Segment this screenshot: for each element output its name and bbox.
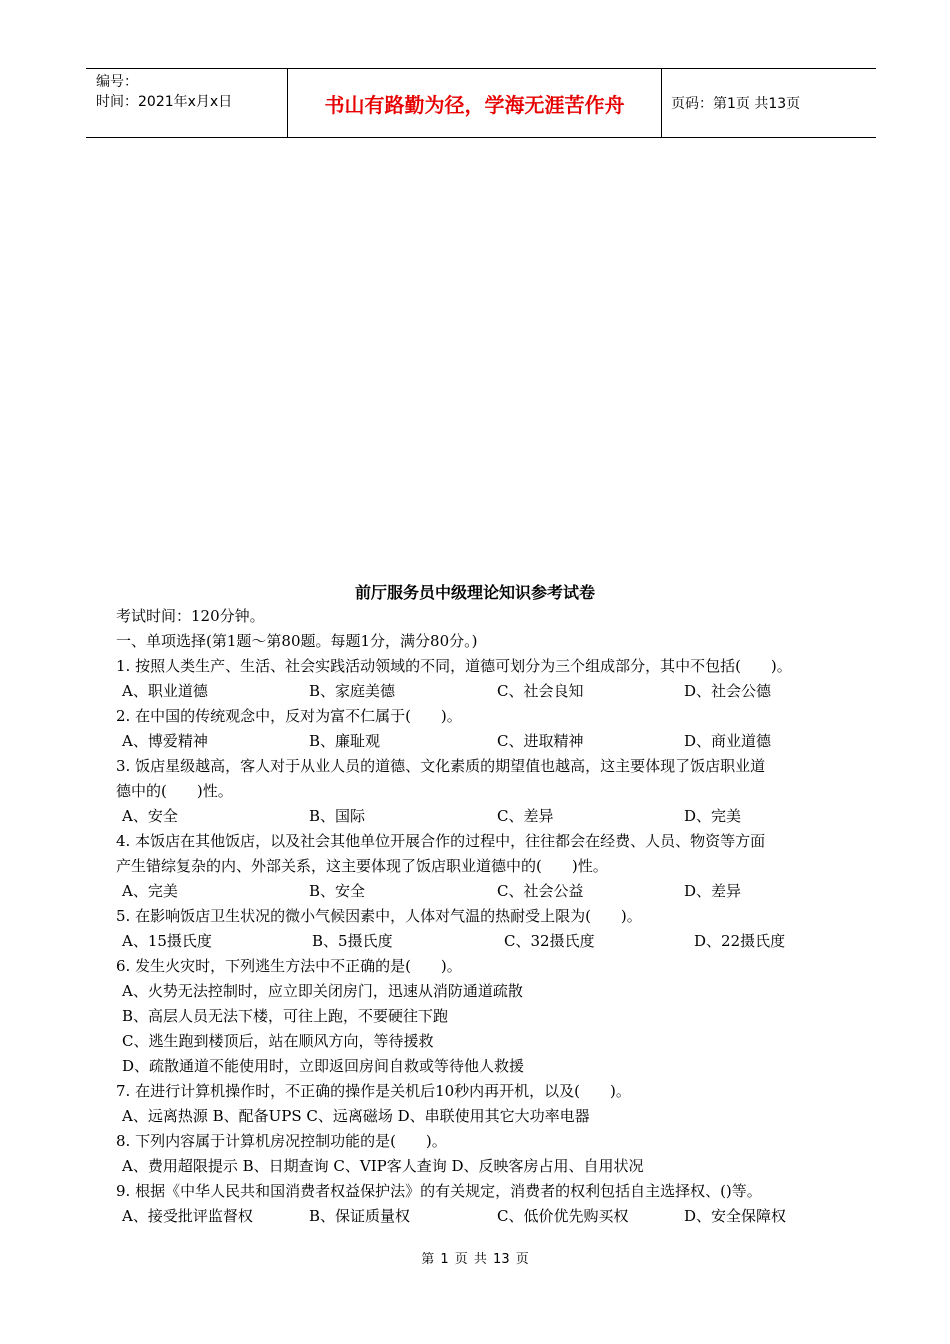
question-stem: 9. 根据《中华人民共和国消费者权益保护法》的有关规定，消费者的权利包括自主选择权、()等。	[116, 1182, 762, 1200]
document-title: 前厅服务员中级理论知识参考试卷	[354, 583, 595, 602]
option-c: C、进取精神	[497, 732, 584, 750]
option-c: C、逃生跑到楼顶后，站在顺风方向，等待援救	[122, 1032, 434, 1050]
option-d: D、疏散通道不能使用时，立即返回房间自救或等待他人救援	[122, 1057, 525, 1075]
option-b: B、国际	[309, 807, 366, 825]
option-b: B、安全	[309, 882, 366, 900]
option-a: A、安全	[122, 807, 178, 825]
document-number-label: 编号：	[96, 74, 138, 90]
header-motto: 书山有路勤为径，学海无涯苦作舟	[324, 92, 625, 117]
header-motto-cell	[287, 69, 662, 137]
option-b: B、高层人员无法下楼，可往上跑，不要硬往下跑	[122, 1007, 449, 1025]
option-c: C、差异	[497, 807, 554, 825]
option-d: D、社会公德	[684, 682, 772, 700]
question-stem: 5. 在影响饭店卫生状况的微小气候因素中，人体对气温的热耐受上限为( )。	[116, 907, 642, 925]
question-stem: 3. 饭店星级越高，客人对于从业人员的道德、文化素质的期望值也越高，这主要体现了饭店职业道	[116, 757, 766, 775]
option-b: B、家庭美德	[309, 682, 396, 700]
exam-content	[116, 604, 876, 1229]
question-stem-continued: 产生错综复杂的内、外部关系，这主要体现了饭店职业道德中的( )性。	[116, 857, 608, 875]
question-stem: 7. 在进行计算机操作时，不正确的操作是关机后10秒内再开机，以及( )。	[116, 1082, 631, 1100]
question-stem: 8. 下列内容属于计算机房况控制功能的是( )。	[116, 1132, 447, 1150]
option-row	[116, 804, 876, 829]
exam-time: 考试时间：120分钟。	[116, 607, 265, 625]
option-a: A、博爱精神	[122, 732, 208, 750]
option-c: C、低价优先购买权	[497, 1207, 629, 1225]
option-d: D、安全保障权	[684, 1207, 787, 1225]
option-c: C、社会良知	[497, 682, 584, 700]
option-row	[116, 1204, 876, 1229]
option-row	[116, 729, 876, 754]
option-b: B、保证质量权	[309, 1207, 411, 1225]
option-a: A、接受批评监督权	[122, 1207, 253, 1225]
option-line: A、远离热源 B、配备UPS C、远离磁场 D、串联使用其它大功率电器	[122, 1107, 590, 1125]
option-line: A、费用超限提示 B、日期查询 C、VIP客人查询 D、反映客房占用、自用状况	[122, 1157, 644, 1175]
option-c: C、32摄氏度	[504, 932, 595, 950]
page-footer: 第 1 页 共 13 页	[421, 1252, 529, 1267]
section-heading: 一、单项选择(第1题～第80题。每题1分，满分80分。)	[116, 632, 478, 650]
question-stem: 6. 发生火灾时，下列逃生方法中不正确的是( )。	[116, 957, 462, 975]
option-row	[116, 879, 876, 904]
option-a: A、火势无法控制时，应立即关闭房门，迅速从消防通道疏散	[122, 982, 523, 1000]
option-d: D、完美	[684, 807, 742, 825]
option-a: A、15摄氏度	[122, 932, 212, 950]
question-stem: 2. 在中国的传统观念中，反对为富不仁属于( )。	[116, 707, 462, 725]
page-header	[86, 68, 876, 138]
header-page-info: 页码：第1页 共13页	[671, 96, 801, 112]
option-d: D、差异	[684, 882, 742, 900]
option-b: B、5摄氏度	[312, 932, 393, 950]
header-page-cell	[662, 69, 876, 137]
option-d: D、商业道德	[684, 732, 772, 750]
option-a: A、完美	[122, 882, 178, 900]
question-stem: 1. 按照人类生产、生活、社会实践活动领域的不同，道德可划分为三个组成部分，其中不包括( )。	[116, 657, 792, 675]
option-c: C、社会公益	[497, 882, 584, 900]
option-b: B、廉耻观	[309, 732, 381, 750]
option-row	[116, 679, 876, 704]
document-time-label: 时间：2021年x月x日	[96, 94, 233, 110]
option-a: A、职业道德	[122, 682, 208, 700]
question-stem-continued: 德中的( )性。	[116, 782, 233, 800]
option-d: D、22摄氏度	[694, 932, 786, 950]
question-stem: 4. 本饭店在其他饭店，以及社会其他单位开展合作的过程中，往往都会在经费、人员、物资等方面	[116, 832, 766, 850]
header-meta	[86, 69, 287, 137]
option-row	[116, 929, 876, 954]
